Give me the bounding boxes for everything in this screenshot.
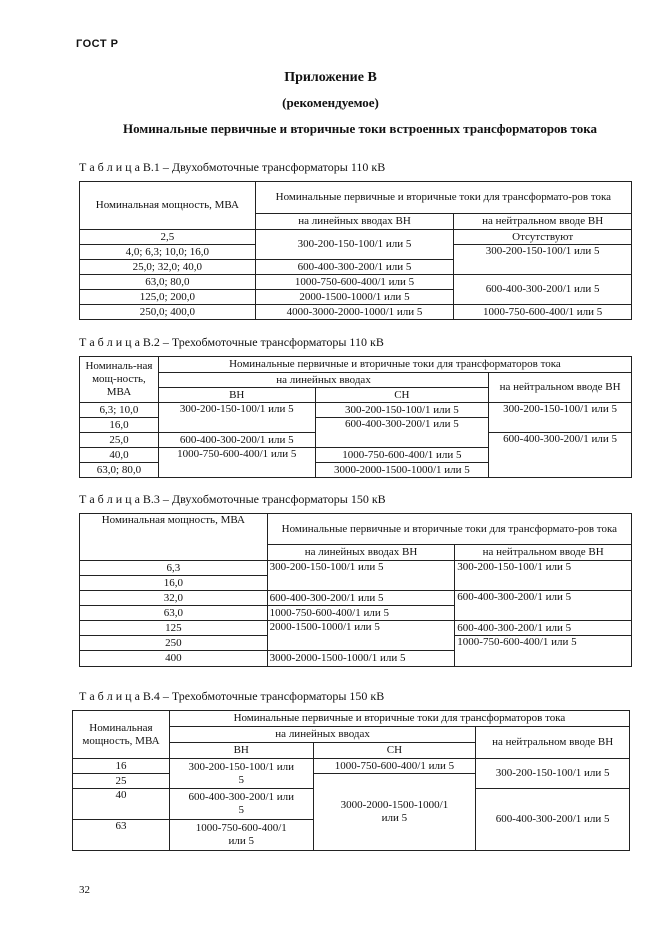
table-row: 125: [80, 621, 268, 636]
table-cell: 1000-750-600-400/1 или 5: [169, 820, 313, 851]
table-cell: 1000-750-600-400/1 или 5: [158, 448, 315, 478]
table-row: 25,0: [80, 433, 159, 448]
table-b1-header-power: Номинальная мощность, МВА: [80, 182, 256, 230]
table-row: 32,0: [80, 591, 268, 606]
table-b1-header-neutral: на нейтральном вводе ВН: [454, 214, 632, 230]
table-cell: Отсутствуют: [454, 230, 632, 245]
table-row: 2,5: [80, 230, 256, 245]
table-cell: 600-400-300-200/1 или 5: [255, 260, 454, 275]
table-b2-header-neutral: на нейтральном вводе ВН: [489, 373, 632, 403]
table-cell: 300-200-150-100/1 или 5: [169, 759, 313, 789]
table-row: 6,3: [80, 561, 268, 576]
table-cell: 300-200-150-100/1 или 5: [267, 561, 455, 591]
table-b4-header-mv: СН: [313, 743, 476, 759]
table-row: 250: [80, 636, 268, 651]
table-row: 4,0; 6,3; 10,0; 16,0: [80, 245, 256, 260]
table-b1-header-currents: Номинальные первичные и вторичные токи для трансформато-ров тока: [255, 182, 631, 214]
table-b2-caption: Т а б л и ц а В.2 – Трехобмоточные трансформаторы 110 кВ: [79, 335, 384, 349]
table-row: 63,0: [80, 606, 268, 621]
table-cell: 600-400-300-200/1 или 5: [455, 591, 632, 621]
table-cell: 2000-1500-1000/1 или 5: [267, 621, 455, 651]
table-cell: 300-200-150-100/1 или 5: [158, 403, 315, 433]
table-b2: [79, 356, 632, 478]
table-cell: 300-200-150-100/1 или 5: [255, 230, 454, 260]
table-cell: 600-400-300-200/1 или 5: [489, 433, 632, 478]
page-number: 32: [79, 884, 90, 896]
table-b4-header-hv: ВН: [169, 743, 313, 759]
table-b3-header-neutral: на нейтральном вводе ВН: [455, 545, 632, 561]
appendix-type: (рекомендуемое): [282, 95, 379, 110]
table-b1-caption: Т а б л и ц а В.1 – Двухобмоточные трансформаторы 110 кВ: [79, 160, 386, 174]
table-b4-header-power: Номинальная мощность, МВА: [73, 711, 170, 759]
table-b3-caption: Т а б л и ц а В.3 – Двухобмоточные трансформаторы 150 кВ: [79, 492, 386, 506]
table-cell: 1000-750-600-400/1 или 5: [455, 636, 632, 667]
table-cell: 2000-1500-1000/1 или 5: [255, 290, 454, 305]
table-row: 40,0: [80, 448, 159, 463]
table-cell: 600-400-300-200/1 или 5: [267, 591, 455, 606]
table-cell: 600-400-300-200/1 или 5: [455, 621, 632, 636]
table-cell: 1000-750-600-400/1 или 5: [315, 448, 489, 463]
table-row: 6,3; 10,0: [80, 403, 159, 418]
table-row: 63,0; 80,0: [80, 275, 256, 290]
table-row: 16: [73, 759, 170, 774]
table-row: 25: [73, 774, 170, 789]
table-cell: 300-200-150-100/1 или 5: [476, 759, 630, 789]
table-b1: [79, 181, 632, 320]
table-cell: 3000-2000-1500-1000/1 или 5: [315, 463, 489, 478]
document-header: ГОСТ Р: [76, 38, 119, 50]
table-row: 63,0; 80,0: [80, 463, 159, 478]
table-cell: 4000-3000-2000-1000/1 или 5: [255, 305, 454, 320]
table-row: 250,0; 400,0: [80, 305, 256, 320]
table-cell: 600-400-300-200/1 или 5: [315, 418, 489, 448]
table-row: 16,0: [80, 418, 159, 433]
table-cell: 600-400-300-200/1 или 5: [454, 275, 632, 305]
table-b1-header-lines: на линейных вводах ВН: [255, 214, 454, 230]
table-b3-header-currents: Номинальные первичные и вторичные токи для трансформато-ров тока: [267, 514, 631, 545]
table-b2-header-hv: ВН: [158, 388, 315, 403]
table-b4-caption: Т а б л и ц а В.4 – Трехобмоточные трансформаторы 150 кВ: [79, 689, 385, 703]
table-cell: 3000-2000-1500-1000/1 или 5: [313, 774, 476, 851]
table-b4-header-currents: Номинальные первичные и вторичные токи для трансформаторов тока: [169, 711, 629, 727]
table-row: 25,0; 32,0; 40,0: [80, 260, 256, 275]
table-cell: 300-200-150-100/1 или 5: [489, 403, 632, 433]
table-cell: 1000-750-600-400/1 или 5: [267, 606, 455, 621]
table-b4-header-lines: на линейных вводах: [169, 727, 475, 743]
table-cell: 300-200-150-100/1 или 5: [315, 403, 489, 418]
table-b3-header-power: Номинальная мощность, МВА: [80, 514, 268, 561]
table-b3-header-lines: на линейных вводах ВН: [267, 545, 455, 561]
table-cell: 600-400-300-200/1 или 5: [476, 789, 630, 851]
table-b2-header-power: Номиналь-ная мощ-ность, МВА: [80, 357, 159, 403]
table-b2-header-currents: Номинальные первичные и вторичные токи для трансформаторов тока: [158, 357, 631, 373]
table-cell: 600-400-300-200/1 или 5: [169, 789, 313, 820]
table-cell: 1000-750-600-400/1 или 5: [313, 759, 476, 774]
table-row: 40: [73, 789, 170, 820]
section-title: Номинальные первичные и вторичные токи встроенных трансформаторов тока: [122, 121, 598, 136]
table-b3: [79, 513, 632, 667]
table-row: 125,0; 200,0: [80, 290, 256, 305]
table-cell: 300-200-150-100/1 или 5: [454, 245, 632, 275]
table-cell: 1000-750-600-400/1 или 5: [255, 275, 454, 290]
table-b2-header-lines: на линейных вводах: [158, 373, 488, 388]
table-row: 63: [73, 820, 170, 851]
table-cell: 3000-2000-1500-1000/1 или 5: [267, 651, 455, 667]
table-cell: 1000-750-600-400/1 или 5: [454, 305, 632, 320]
table-b2-header-mv: СН: [315, 388, 489, 403]
table-b4-header-neutral: на нейтральном вводе ВН: [476, 727, 630, 759]
table-row: 16,0: [80, 576, 268, 591]
table-cell: 300-200-150-100/1 или 5: [455, 561, 632, 591]
appendix-title: Приложение В: [284, 70, 377, 85]
table-b4: [72, 710, 630, 851]
table-cell: 600-400-300-200/1 или 5: [158, 433, 315, 448]
table-row: 400: [80, 651, 268, 667]
